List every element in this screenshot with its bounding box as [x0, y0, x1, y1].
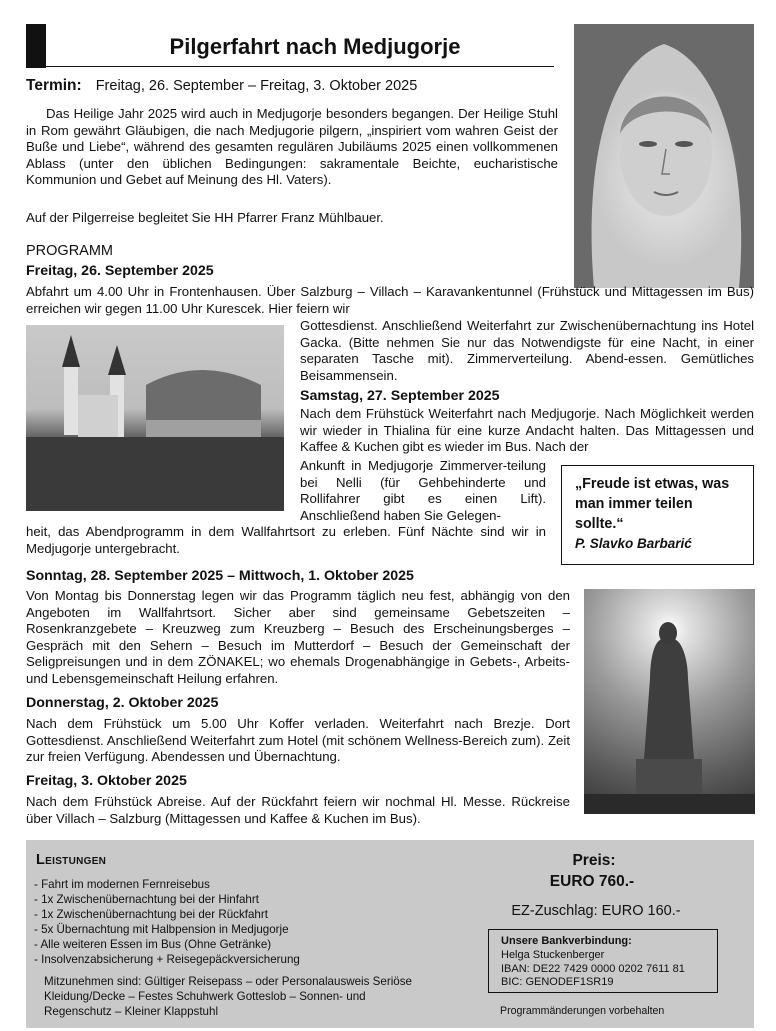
bank-account-holder: Helga Stuckenberger [501, 949, 605, 961]
day2-text-mid: Ankunft in Medjugorje Zimmerver-teilung bei Nelli (für Gehbehinderte und Rollifahrer gibt es einen Lift). Anschließend haben Sie Gelegen- [300, 458, 546, 523]
leistungen-title-text: Leistungen [36, 852, 107, 868]
title-accent-bar [26, 24, 46, 68]
list-item: - 1x Zwischenübernachtung bei der Rückfahrt [34, 907, 300, 922]
statue-photo [584, 589, 755, 814]
day5-heading: Freitag, 3. Oktober 2025 [26, 773, 187, 789]
bank-bic: BIC: GENODEF1SR19 [501, 976, 614, 988]
page-title: Pilgerfahrt nach Medjugorje [169, 34, 461, 59]
list-item: - 1x Zwischenübernachtung bei der Hinfahrt [34, 892, 300, 907]
day4-text: Nach dem Frühstück um 5.00 Uhr Koffer verladen. Weiterfahrt nach Brezje. Dort Gottesdienst. Anschließend Weiterfahrt zum Hotel (mit schönem Wellness-Bereich zum). Zeit zur freien Verfügung. Abendessen und Übernachtung. [26, 716, 570, 765]
quote-author: P. Slavko Barbarić [575, 536, 692, 551]
termin-value: Freitag, 26. September – Freitag, 3. Oktober 2025 [95, 78, 418, 94]
day2-text-top: Nach dem Frühstück Weiterfahrt nach Medjugorje. Nach Möglichkeit werden wir wieder in Thialina für eine kurze Andacht halten. Das Mittagessen und Kaffee & Kuchen gibt es wieder im Bus. Nach der [300, 406, 754, 455]
madonna-illustration [574, 24, 754, 288]
quote-text: „Freude ist etwas, was man immer teilen sollte.“ [575, 476, 730, 532]
leistungen-list [34, 877, 300, 967]
day3-heading: Sonntag, 28. September 2025 – Mittwoch, 1. Oktober 2025 [26, 568, 414, 584]
termin-line [26, 77, 417, 95]
intro-paragraph: Das Heilige Jahr 2025 wird auch in Medjugorje besonders begangen. Der Heilige Stuhl in Rom gewährt Gläubigen, die nach Medjugorie pilgern, „inspiriert vom wahren Geist der Buße und Liebe“, während des gesamten regulären Jubiläums 2025 einen vollkommenen Ablass (unter den üblichen Bedingungen: sakramentale Beichte, eucharistische Kommunion und Gebet auf Meinung des Hl. Vaters). [26, 106, 558, 188]
list-item: - Insolvenzabsicherung + Reisegepäckversicherung [34, 952, 300, 967]
mitnehmen-text: Mitzunehmen sind: Gültiger Reisepass – oder Personalausweis Seriöse Kleidung/Decke – Festes Schuhwerk Gotteslob – Sonnen- und Regenschutz – Kleiner Klappstuhl [44, 975, 412, 1018]
day5-text: Nach dem Frühstück Abreise. Auf der Rückfahrt feiern wir nochmal Hl. Messe. Rückreise über Villach – Salzburg (Mittagessen und Kaffee & Kuchen im Bus). [26, 794, 570, 826]
statue-illustration [584, 589, 755, 814]
bank-title: Unsere Bankverbindung: [501, 935, 632, 947]
programm-label: PROGRAMM [26, 243, 113, 259]
price-value: EURO 760.- [549, 873, 635, 890]
day4-heading: Donnerstag, 2. Oktober 2025 [26, 695, 219, 711]
companion-paragraph: Auf der Pilgerreise begleitet Sie HH Pfarrer Franz Mühlbauer. [26, 210, 384, 225]
leistungen-title [36, 852, 106, 868]
single-room-surcharge: EZ-Zuschlag: EURO 160.- [511, 903, 681, 919]
list-item: - Fahrt im modernen Fernreisebus [34, 877, 300, 892]
list-item: - Alle weiteren Essen im Bus (Ohne Getränke) [34, 937, 300, 952]
info-panel [26, 840, 754, 1028]
bank-iban: IBAN: DE22 7429 0000 0202 7611 81 [501, 962, 685, 975]
day1-text-top: Abfahrt um 4.00 Uhr in Frontenhausen. Über Salzburg – Villach – Karavankentunnel (Frühstück und Mittagessen im Bus) erreichen wir gegen 11.00 Uhr Kurescek. Hier feiern wir [26, 284, 754, 316]
day2-heading: Samstag, 27. September 2025 [300, 388, 500, 404]
day1-text-wrap: Gottesdienst. Anschließend Weiterfahrt zur Zwischenübernachtung ins Hotel Gacka. (Bitte nehmen Sie nur das Notwendigste für eine Nacht, in einer separaten Tasche mit). Zimmerverteilung. Abend-essen. Gemütliches Beisammensein. [300, 318, 754, 383]
church-photo [26, 325, 284, 511]
price-label: Preis: [572, 852, 616, 869]
quote-box [561, 465, 754, 565]
day3-text: Von Montag bis Donnerstag legen wir das Programm täglich neu fest, abhängig von den Angeboten im Wallfahrtsort. Sicher aber sind gemeinsame Gebetszeiten – Rosenkranzgebete – Kreuzweg zum Kreuzberg – Besuch des Erscheinungsberges – Gespräch mit den Sehern – Besuch im Mutterdorf – Besuch der Gemeinschaft der Seligpreisungen und in dem ZÖNAKEL; wo ehemals Drogenabhängige in Gebets-, Arbeits- und Lebensgemeinschaft Heilung erfahren. [26, 588, 570, 686]
madonna-photo [574, 24, 754, 288]
church-illustration [26, 325, 284, 511]
changes-reserved-note: Programmänderungen vorbehalten [500, 1005, 665, 1017]
title-underline [46, 66, 554, 67]
day1-heading: Freitag, 26. September 2025 [26, 263, 214, 279]
list-item: - 5x Übernachtung mit Halbpension in Medjugorje [34, 922, 300, 937]
bank-details-box [488, 929, 718, 993]
day2-text-bottom: heit, das Abendprogramm in dem Wallfahrtsort zu erleben. Fünf Nächte sind wir in Medjugorje untergebracht. [26, 524, 546, 556]
bank-lines [501, 949, 685, 990]
termin-label: Termin: [26, 77, 82, 94]
